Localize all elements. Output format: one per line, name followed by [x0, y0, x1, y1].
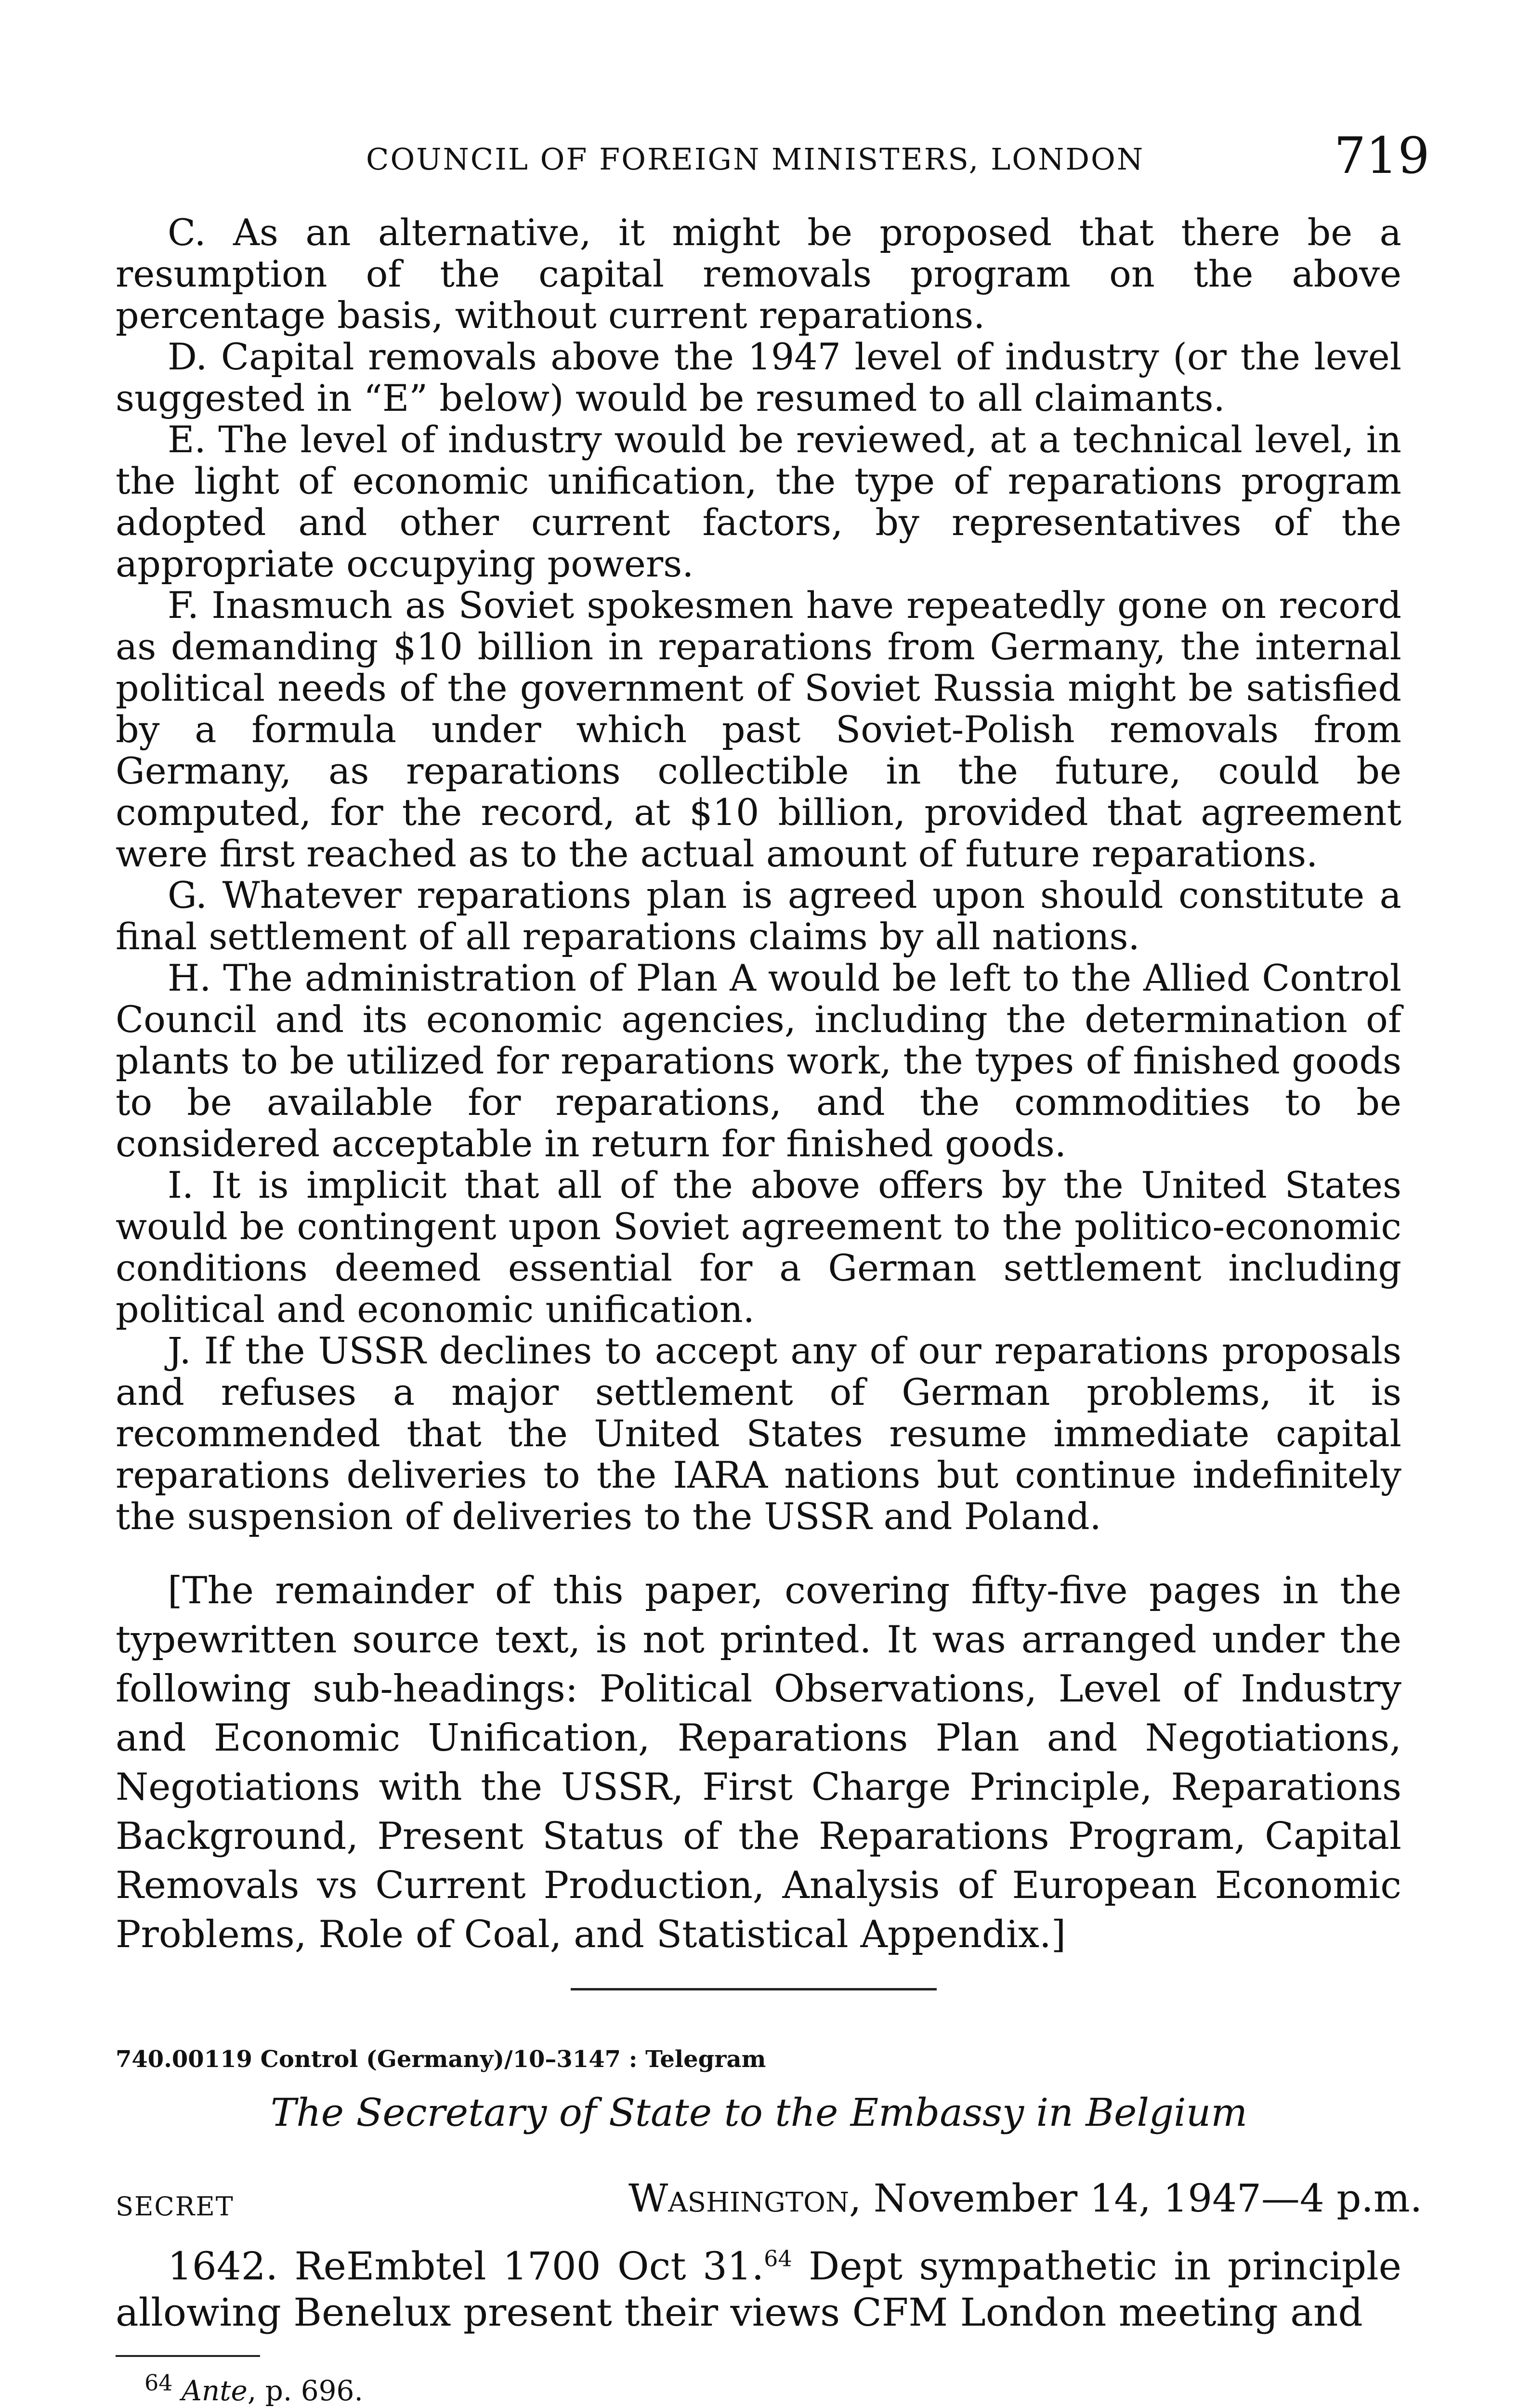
body-text [116, 212, 1401, 1959]
dateline-date: November 14, 1947—4 p.m. [873, 2176, 1423, 2221]
paragraph-d: D. Capital removals above the 1947 level of industry (or the level suggested in “E” below) would be resumed to all claimants. [116, 335, 1401, 419]
paragraph-i: I. It is implicit that all of the above offers by the United States would be contingent upon Soviet agreement to the politico-economic conditions deemed essential for a German settlement including political and economic unification. [116, 1164, 1401, 1331]
footnote-number: 64 [144, 2369, 173, 2396]
paragraph-c: C. As an alternative, it might be proposed that there be a resumption of the capital removals program on the above percentage basis, without current reparations. [116, 211, 1401, 337]
paragraph-j: J. If the USSR declines to accept any of our reparations proposals and refuses a major settlement of German problems, it is recommended that the United States resume immediate capital reparations deliveries to the IARA nations but continue indefinitely the suspension of deliveries to the USSR and Poland. [116, 1329, 1401, 1538]
footnote-source: Ante [181, 2374, 248, 2407]
telegram-text-start: 1642. ReEmbtel 1700 Oct 31. [168, 2244, 764, 2289]
paragraph-h: H. The administration of Plan A would be left to the Allied Control Council and its economic agencies, including the determination of plants to be utilized for reparations work, the types of finished goods to be available for reparations, and the commodities to be considered acceptable in return for finished goods. [116, 956, 1401, 1165]
page-header [0, 126, 1518, 194]
paragraph-f: F. Inasmuch as Soviet spokesmen have repeatedly gone on record as demanding $10 billion in reparations from Germany, the internal political needs of the government of Soviet Russia might be satisfied by a formula under which past Soviet-Polish removals from Germany, as reparations collectible in the future, could be computed, for the record, at $10 billion, provided that agreement were first reached as to the actual amount of future reparations. [116, 584, 1401, 875]
running-head: COUNCIL OF FOREIGN MINISTERS, LONDON [366, 142, 1145, 177]
footnote-divider [116, 2355, 260, 2357]
editorial-note: [The remainder of this paper, covering fifty-five pages in the typewritten source text, is not printed. It was arranged under the following sub-headings: Political Observations, Level of Industry and Economic Unification, Reparations Plan and Negotiations, Negotiations with the USSR, First Charge Principle, Reparations Background, Present Status of the Reparations Program, Capital Removals vs Current Production, Analysis of European Economic Problems, Role of Coal, and Statistical Appendix.] [116, 1569, 1401, 1956]
paragraph-e: E. The level of industry would be reviewed, at a technical level, in the light of economic unification, the type of reparations program adopted and other current factors, by representatives of the appropriate occupying powers. [116, 418, 1401, 585]
footnote-page: , p. 696. [247, 2374, 363, 2407]
telegram-text-rest: Dept sympathetic in principle allowing Benelux present their views CFM London meeting and [116, 2244, 1401, 2335]
dateline-place: Washington, [628, 2176, 862, 2221]
classification-label: SECRET [116, 2191, 234, 2222]
footnote [144, 2369, 363, 2407]
footnote-reference: 64 [764, 2245, 792, 2272]
dateline [628, 2176, 1422, 2221]
document-title: The Secretary of State to the Embassy in Belgium [270, 2090, 1248, 2135]
section-divider [571, 1988, 937, 1990]
page-number: 719 [1334, 126, 1430, 185]
file-reference: 740.00119 Control (Germany)/10–3147 : Telegram [116, 2046, 766, 2073]
telegram-text [116, 2243, 1401, 2336]
paragraph-g: G. Whatever reparations plan is agreed upon should constitute a final settlement of all reparations claims by all nations. [116, 874, 1401, 958]
